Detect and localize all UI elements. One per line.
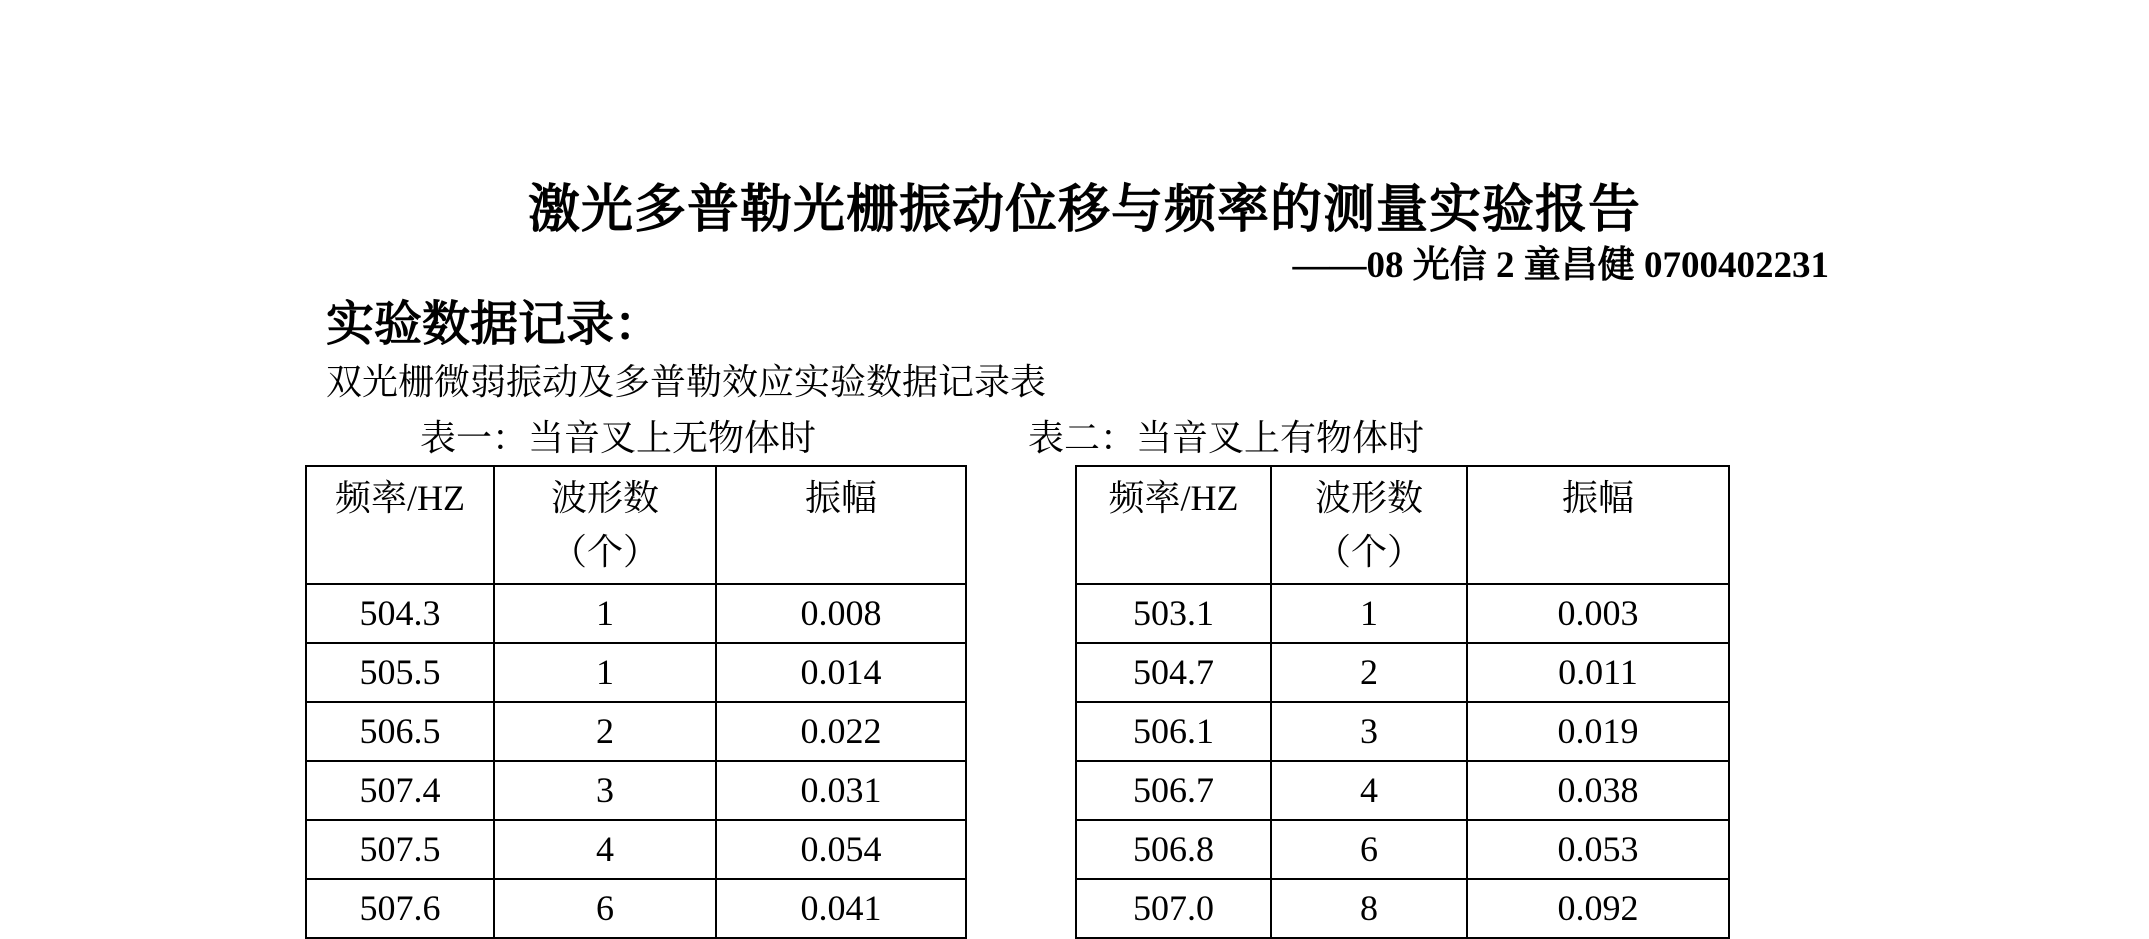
table-header-row <box>1076 466 1729 584</box>
cell-frequency: 507.0 <box>1076 879 1271 938</box>
table-with-object <box>1075 465 1730 939</box>
table1-caption: 表一：当音叉上无物体时 <box>420 418 817 458</box>
table-row <box>306 879 966 938</box>
header-amplitude: 振幅 <box>716 466 966 584</box>
cell-waveform-count: 6 <box>1271 820 1467 879</box>
header-waveform-unit: （个） <box>1314 532 1423 572</box>
table-row <box>1076 879 1729 938</box>
cell-frequency: 505.5 <box>306 643 494 702</box>
cell-waveform-count: 2 <box>494 702 716 761</box>
cell-frequency: 506.1 <box>1076 702 1271 761</box>
section-heading: 实验数据记录： <box>326 298 663 351</box>
header-waveform-count <box>494 466 716 584</box>
page-title: 激光多普勒光栅振动位移与频率的测量实验报告 <box>527 182 1641 239</box>
cell-waveform-count: 6 <box>494 879 716 938</box>
table-no-object <box>305 465 967 939</box>
table-row <box>1076 702 1729 761</box>
cell-frequency: 506.8 <box>1076 820 1271 879</box>
cell-waveform-count: 3 <box>1271 702 1467 761</box>
cell-frequency: 504.3 <box>306 584 494 643</box>
cell-frequency: 507.5 <box>306 820 494 879</box>
table2-caption: 表二：当音叉上有物体时 <box>1028 418 1425 458</box>
cell-amplitude: 0.038 <box>1467 761 1729 820</box>
header-waveform-count <box>1271 466 1467 584</box>
cell-amplitude: 0.019 <box>1467 702 1729 761</box>
cell-waveform-count: 4 <box>494 820 716 879</box>
header-waveform-unit: （个） <box>550 532 659 572</box>
table-row <box>306 761 966 820</box>
table-row <box>306 820 966 879</box>
cell-frequency: 507.4 <box>306 761 494 820</box>
cell-amplitude: 0.008 <box>716 584 966 643</box>
cell-amplitude: 0.022 <box>716 702 966 761</box>
cell-waveform-count: 1 <box>494 643 716 702</box>
cell-waveform-count: 2 <box>1271 643 1467 702</box>
cell-frequency: 506.7 <box>1076 761 1271 820</box>
header-frequency: 频率/HZ <box>306 466 494 584</box>
cell-waveform-count: 3 <box>494 761 716 820</box>
table-row <box>1076 584 1729 643</box>
cell-amplitude: 0.011 <box>1467 643 1729 702</box>
cell-amplitude: 0.014 <box>716 643 966 702</box>
author-line: ——08 光信 2 童昌健 0700402231 <box>1292 245 1829 286</box>
table-header-row <box>306 466 966 584</box>
header-waveform-label: 波形数 <box>1314 478 1423 518</box>
table-row <box>1076 761 1729 820</box>
cell-waveform-count: 4 <box>1271 761 1467 820</box>
table-row <box>306 643 966 702</box>
cell-amplitude: 0.041 <box>716 879 966 938</box>
header-frequency: 频率/HZ <box>1076 466 1271 584</box>
header-waveform-label: 波形数 <box>550 478 659 518</box>
cell-waveform-count: 1 <box>494 584 716 643</box>
cell-amplitude: 0.092 <box>1467 879 1729 938</box>
cell-amplitude: 0.054 <box>716 820 966 879</box>
table-row <box>1076 820 1729 879</box>
header-amplitude: 振幅 <box>1467 466 1729 584</box>
subtitle: 双光栅微弱振动及多普勒效应实验数据记录表 <box>326 362 1047 402</box>
cell-amplitude: 0.031 <box>716 761 966 820</box>
table-row <box>306 702 966 761</box>
table-row <box>306 584 966 643</box>
cell-waveform-count: 1 <box>1271 584 1467 643</box>
cell-waveform-count: 8 <box>1271 879 1467 938</box>
cell-amplitude: 0.003 <box>1467 584 1729 643</box>
cell-frequency: 506.5 <box>306 702 494 761</box>
cell-frequency: 503.1 <box>1076 584 1271 643</box>
cell-amplitude: 0.053 <box>1467 820 1729 879</box>
cell-frequency: 504.7 <box>1076 643 1271 702</box>
table-row <box>1076 643 1729 702</box>
cell-frequency: 507.6 <box>306 879 494 938</box>
